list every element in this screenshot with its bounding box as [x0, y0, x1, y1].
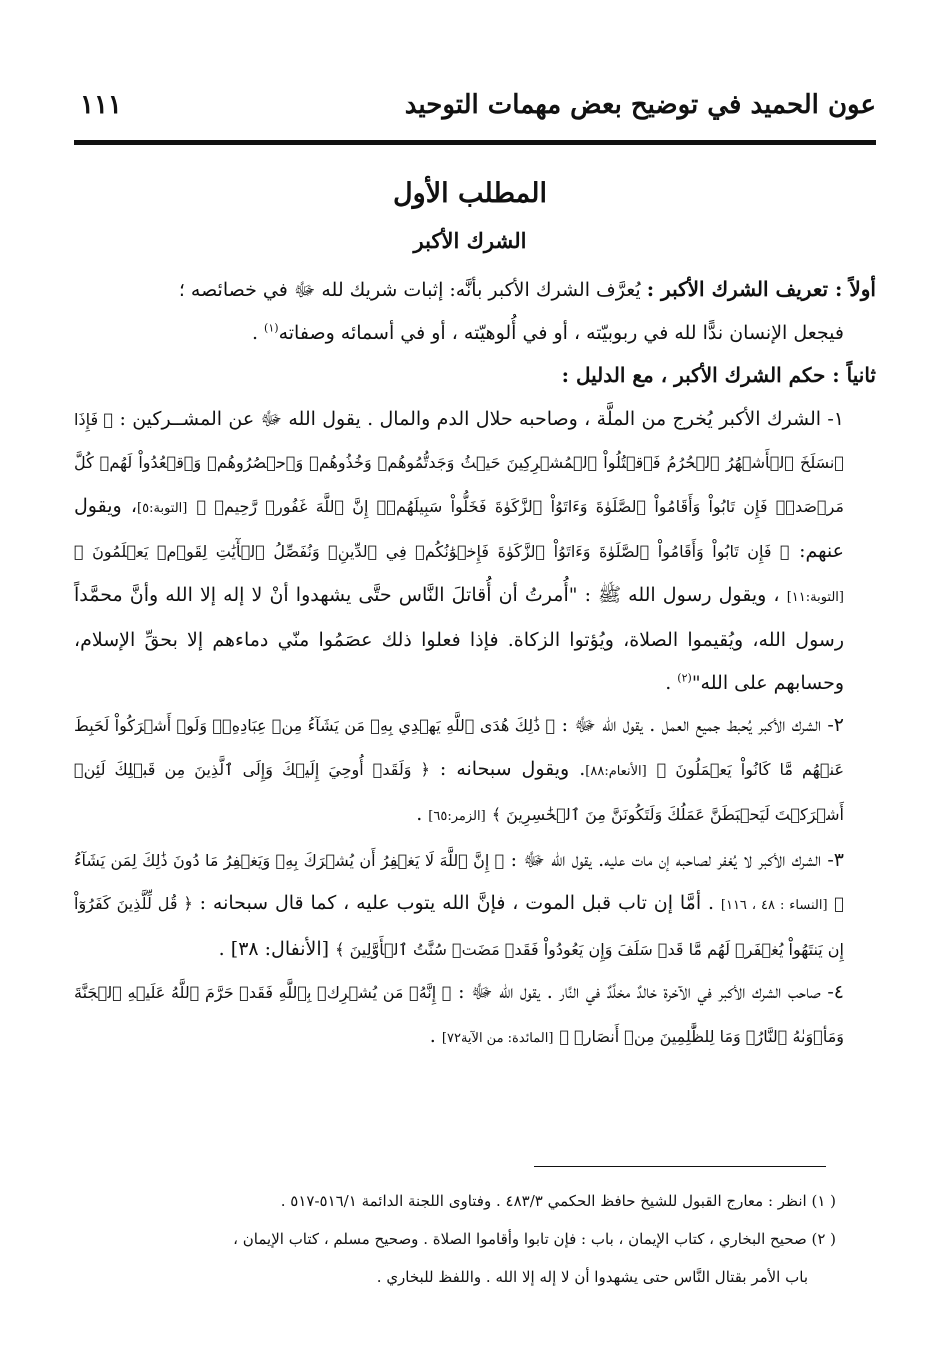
footnotes — [74, 1182, 836, 1296]
page-number: ١١١ — [80, 90, 122, 120]
point-2-text: ٢- الشرك الأكبر يُحبط جميع العمل . يقول الله ﷻ : — [561, 714, 845, 736]
point-4-text: ٤- صاحب الشرك الأكبر في الآخرة خالدٌ مخلَّدٌ في النَّار . يقول الله ﷻ : — [458, 981, 844, 1003]
quran-verse: ﴿ فَإِذَا ٱنسَلَخَ ٱلۡأَشۡهُرُ ٱلۡحُرُمُ فَٱقۡتُلُواْ ٱلۡمُشۡرِكِينَ حَيۡثُ وَجَدتُّمُوهُمۡ وَخُذُوهُمۡ وَٱحۡصُرُوهُمۡ وَٱقۡعُدُواْ لَهُمۡ كُلَّ مَرۡصَدٖۚ فَإِن تَابُواْ وَأَقَامُواْ ٱلصَّلَوٰةَ وَءَاتَوُاْ ٱلزَّكَوٰةَ فَخَلُّواْ سَبِيلَهُمۡۚ إِنَّ ٱللَّهَ غَفُورٞ رَّحِيمٞ ﴾ — [74, 409, 845, 516]
header-rule — [74, 140, 876, 145]
point-2 — [74, 704, 876, 839]
quran-verse: ﴿ إِنَّهُۥ مَن يُشۡرِكۡ بِٱللَّهِ فَقَدۡ حَرَّمَ ٱللَّهُ عَلَيۡهِ ٱلۡجَنَّةَ وَمَأۡوَىٰهُ ٱلنَّارُۖ وَمَا لِلظَّٰلِمِينَ مِنۡ أَنصَارٖ ﴾ — [74, 983, 844, 1046]
ruling-heading: ثانياً : حكم الشرك الأكبر ، مع الدليل : — [561, 363, 876, 387]
point-3-text: ٣- الشرك الأكبر لا يُغفر لصاحبه إن مات عليه. يقول الله ﷻ : — [510, 848, 844, 871]
definition-continuation — [74, 312, 876, 355]
footnote-mark-2[interactable]: (٢) — [677, 671, 692, 685]
quran-verse: ﴿ فَإِن تَابُواْ وَأَقَامُواْ ٱلصَّلَوٰةَ وَءَاتَوُاْ ٱلزَّكَوٰةَ فَإِخۡوَٰنُكُمۡ فِي ٱلدِّينِۗ وَنُفَصِّلُ ٱلۡأٓيَٰتِ لِقَوۡمٖ يَعۡلَمُونَ ﴾ — [74, 542, 790, 561]
verse-reference: [الزمر:٦٥] — [428, 809, 486, 824]
footnote-2: ( ٢) صحيح البخاري ، كتاب الإيمان ، باب : فإن تابوا وأقاموا الصلاة . وصحيح مسلم ، كتاب الإيمان ، — [233, 1230, 836, 1248]
punctuation: . — [429, 1024, 442, 1047]
verse-reference: [المائدة: من الآية٧٢] — [441, 1030, 554, 1046]
point-3 — [74, 839, 876, 972]
definition-text: يُعرَّف الشرك الأكبر بأنَّه: إثبات شريك لله ﷻ في خصائصه ؛ — [178, 279, 641, 301]
verse-reference: [الأنعام:٨٨] — [585, 763, 647, 779]
quran-verse: ﴿ قُل لِّلَّذِينَ كَفَرُوٓاْ إِن يَنتَهُواْ يُغۡفَرۡ لَهُم مَّا قَدۡ سَلَفَ وَإِن يَعُودُواْ فَقَدۡ مَضَتۡ سُنَّتُ ٱلۡأَوَّلِينَ ﴾ — [74, 894, 844, 959]
quran-verse: ﴿ وَلَقَدۡ أُوحِيَ إِلَيۡكَ وَإِلَى ٱلَّذِينَ مِن قَبۡلِكَ لَئِنۡ أَشۡرَكۡتَ لَيَحۡبَطَنَّ عَمَلُكَ وَلَتَكُونَنَّ مِنَ ٱلۡخَٰسِرِينَ ﴾ — [74, 759, 844, 824]
main-text — [74, 268, 876, 1060]
book-title: عون الحميد في توضيح بعض مهمات التوحيد — [404, 90, 876, 120]
running-header — [74, 88, 876, 148]
point-1-text: ١- الشرك الأكبر يُخرج من الملَّة ، وصاحبه حلال الدم والمال . يقول الله ﷻ عن المشــركين : — [119, 407, 845, 430]
verse-reference: [الأنفال: ٣٨] — [230, 937, 330, 960]
footnote-2-continuation: باب الأمر بقتال النَّاس حتى يشهدوا أن لا إله إلا الله . واللفظ للبخاري . — [376, 1268, 808, 1286]
point-2-text-b: . ويقول سبحانه : — [439, 757, 586, 780]
footnote-1: ( ١) انظر : معارج القبول للشيخ حافظ الحكمي ٤٨٣/٣ . وفتاوى اللجنة الدائمة ٥١٦/١-٥١٧ . — [280, 1192, 836, 1210]
point-4 — [74, 971, 876, 1060]
verse-reference: [التوبة:٥] — [137, 500, 188, 516]
ruling-heading-paragraph — [74, 354, 876, 398]
punctuation: . — [251, 321, 265, 344]
quran-verse: ﴿ إِنَّ ٱللَّهَ لَا يَغۡفِرُ أَن يُشۡرَكَ بِهِۦ وَيَغۡفِرُ مَا دُونَ ذَٰلِكَ لِمَن يَشَآءُ ﴾ — [74, 850, 845, 913]
point-3-text-b: . أمَّا إن تاب قبل الموت ، فإنَّ الله يتوب عليه ، كما قال سبحانه : — [199, 892, 715, 914]
hadith-text: ، ويقول رسول الله ﷺ : "أُمرتُ أن أُقاتلَ النَّاس حتَّى يشهدوا أنْ لا إله إلا الله وأنَّ محمَّداً رسول الله، ويُقيموا الصلاة، ويُؤتوا الزكاة. فإذا فعلوا ذلك عصَمُوا منّي دماءهم إلا بحقِّ الإسلام، وحسابهم على الله" — [74, 583, 844, 694]
punctuation: . — [416, 803, 429, 825]
section-subtitle: الشرك الأكبر — [413, 228, 527, 253]
point-1-text-b: ، ويقول عنهم: — [74, 494, 844, 562]
point-1 — [74, 398, 876, 705]
footnote-separator — [534, 1166, 826, 1167]
definition-text-2: فيجعل الإنسان ندًّا لله في ربوبيّته ، أو في أُلوهيّته ، أو في أسمائه وصفاته — [278, 321, 844, 344]
definition-heading: أولاً : تعريف الشرك الأكبر : — [646, 277, 876, 301]
quran-verse: ﴿ ذَٰلِكَ هُدَى ٱللَّهِ يَهۡدِي بِهِۦ مَن يَشَآءُ مِنۡ عِبَادِهِۦۚ وَلَوۡ أَشۡرَكُواْ لَحَبِطَ عَنۡهُم مَّا كَانُواْ يَعۡمَلُونَ ﴾ — [74, 716, 844, 779]
section-title: المطلب الأول — [393, 178, 547, 209]
verse-reference: [التوبة:١١] — [786, 589, 844, 605]
punctuation: . — [665, 671, 678, 694]
punctuation: . — [218, 937, 231, 960]
verse-reference: [النساء : ٤٨ ، ١١٦] — [720, 898, 828, 913]
footnote-mark-1[interactable]: (١) — [264, 321, 279, 335]
definition-paragraph — [74, 268, 876, 312]
